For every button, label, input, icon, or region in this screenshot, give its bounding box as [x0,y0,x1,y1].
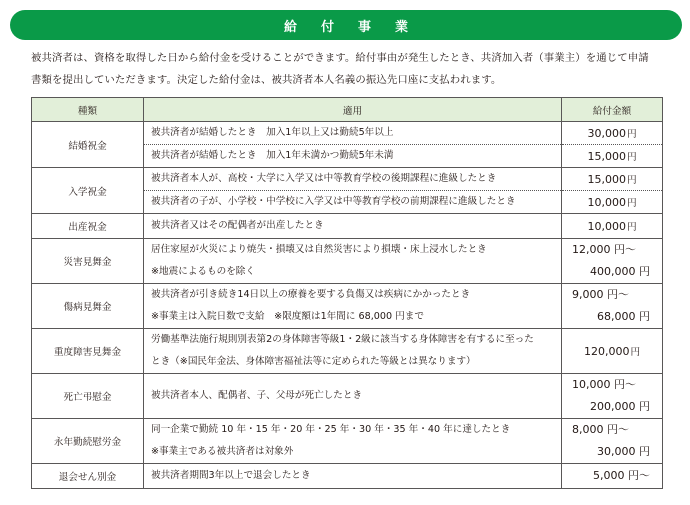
desc-cell [144,214,562,239]
amount-cell [562,145,663,168]
desc-text: 被共済者が結婚したとき 加入1年未満かつ勤続5年未満 [151,150,394,161]
kind-cell: 永年勤続慰労金 [32,419,144,464]
desc-text: 居住家屋が火災により焼失・損壊又は自然災害により損壊・床上浸水したとき [151,244,487,255]
amount-cell [562,329,663,374]
desc-note: ※地震によるものを除く [151,266,255,277]
header-kind: 種類 [32,98,144,122]
table-row [32,374,663,419]
desc-text: 同一企業で勤続 10 年・15 年・20 年・25 年・30 年・35 年・40 年に達したとき [151,424,511,435]
amount-value: 15,000 [587,150,626,163]
amount-to: 30,000 円 [597,445,650,458]
desc-cell [144,122,562,145]
desc-text: 被共済者期間3年以上で退会したとき [151,470,311,481]
amount-cell [562,374,663,419]
kind-cell: 退会せん別金 [32,464,144,489]
amount-value: 10,000 [587,196,626,209]
amount-unit: 円 [626,129,637,140]
kind-cell: 入学祝金 [32,168,144,214]
kind-cell: 死亡弔慰金 [32,374,144,419]
table-row [32,464,663,489]
amount-cell [562,168,663,191]
amount-value: 10,000 [587,220,626,233]
table-row [32,122,663,145]
benefits-table [31,97,663,489]
table-row [32,239,663,284]
desc-text: 被共済者の子が、小学校・中学校に入学又は中等教育学校の前期課程に進級したとき [151,196,516,207]
kind-cell: 重度障害見舞金 [32,329,144,374]
desc-text: 被共済者が引き続き14日以上の療養を要する負傷又は疾病にかかったとき [151,289,471,300]
desc-note: ※事業主である被共済者は対象外 [151,446,294,457]
amount-cell [562,284,663,329]
table-row [32,329,663,374]
desc-cell [144,191,562,214]
intro-line-2: 書類を提出していただきます。決定した給付金は、被共済者本人名義の振込先口座に支払われます。 [31,74,502,86]
desc-note: ※事業主は入院日数で支給 ※限度額は1年間に 68,000 円まで [151,311,424,322]
desc-text: 被共済者本人が、高校・大学に入学又は中等教育学校の後期課程に進級したとき [151,173,497,184]
desc-text: 被共済者が結婚したとき 加入1年以上又は勤続5年以上 [151,127,394,138]
amount-from: 8,000 円〜 [572,423,629,436]
section-title-banner [10,10,682,40]
amount-cell [562,214,663,239]
amount-from: 10,000 円〜 [572,378,636,391]
amount-cell [562,419,663,464]
kind-cell: 出産祝金 [32,214,144,239]
amount-from: 9,000 円〜 [572,288,629,301]
amount-to: 200,000 円 [590,400,650,413]
header-desc: 適用 [144,98,562,122]
amount-from: 12,000 円〜 [572,243,636,256]
table-row [32,284,663,329]
desc-cell [144,239,562,284]
kind-cell: 結婚祝金 [32,122,144,168]
section-title: 給付事業 [283,19,432,35]
table-header-row [32,98,663,122]
desc-cell [144,419,562,464]
table-row [32,214,663,239]
desc-cell [144,374,562,419]
desc-cell [144,329,562,374]
amount-cell [562,191,663,214]
kind-cell: 災害見舞金 [32,239,144,284]
amount-unit: 円 [626,198,637,209]
desc-text: 被共済者又はその配偶者が出産したとき [151,220,324,231]
desc-cell [144,168,562,191]
amount-to: 400,000 円 [590,265,650,278]
table-row [32,419,663,464]
amount-unit: 円 [626,152,637,163]
amount-cell [562,122,663,145]
amount-cell [562,464,663,489]
amount-unit: 円 [630,347,641,358]
amount-value: 15,000 [587,173,626,186]
desc-cell [144,464,562,489]
desc-cell [144,284,562,329]
amount-value: 30,000 [587,127,626,140]
amount-unit: 円 [626,175,637,186]
intro-paragraph [31,47,671,91]
intro-line-1: 被共済者は、資格を取得した日から給付金を受けることができます。給付事由が発生したとき、共済加入者（事業主）を通じて申請 [31,52,649,64]
table-row [32,168,663,191]
kind-cell: 傷病見舞金 [32,284,144,329]
amount-unit: 円 [626,222,637,233]
header-amount: 給付金額 [562,98,663,122]
amount-from: 5,000 円〜 [593,469,650,482]
desc-note: とき（※国民年金法、身体障害福祉法等に定められた等級とは異なります） [151,356,476,367]
desc-text: 被共済者本人、配偶者、子、父母が死亡したとき [151,390,363,401]
amount-to: 68,000 円 [597,310,650,323]
desc-text: 労働基準法施行規則別表第2の身体障害等級1・2級に該当する身体障害を有するに至った [151,334,534,345]
amount-cell [562,239,663,284]
amount-value: 120,000 [583,345,630,358]
desc-cell [144,145,562,168]
